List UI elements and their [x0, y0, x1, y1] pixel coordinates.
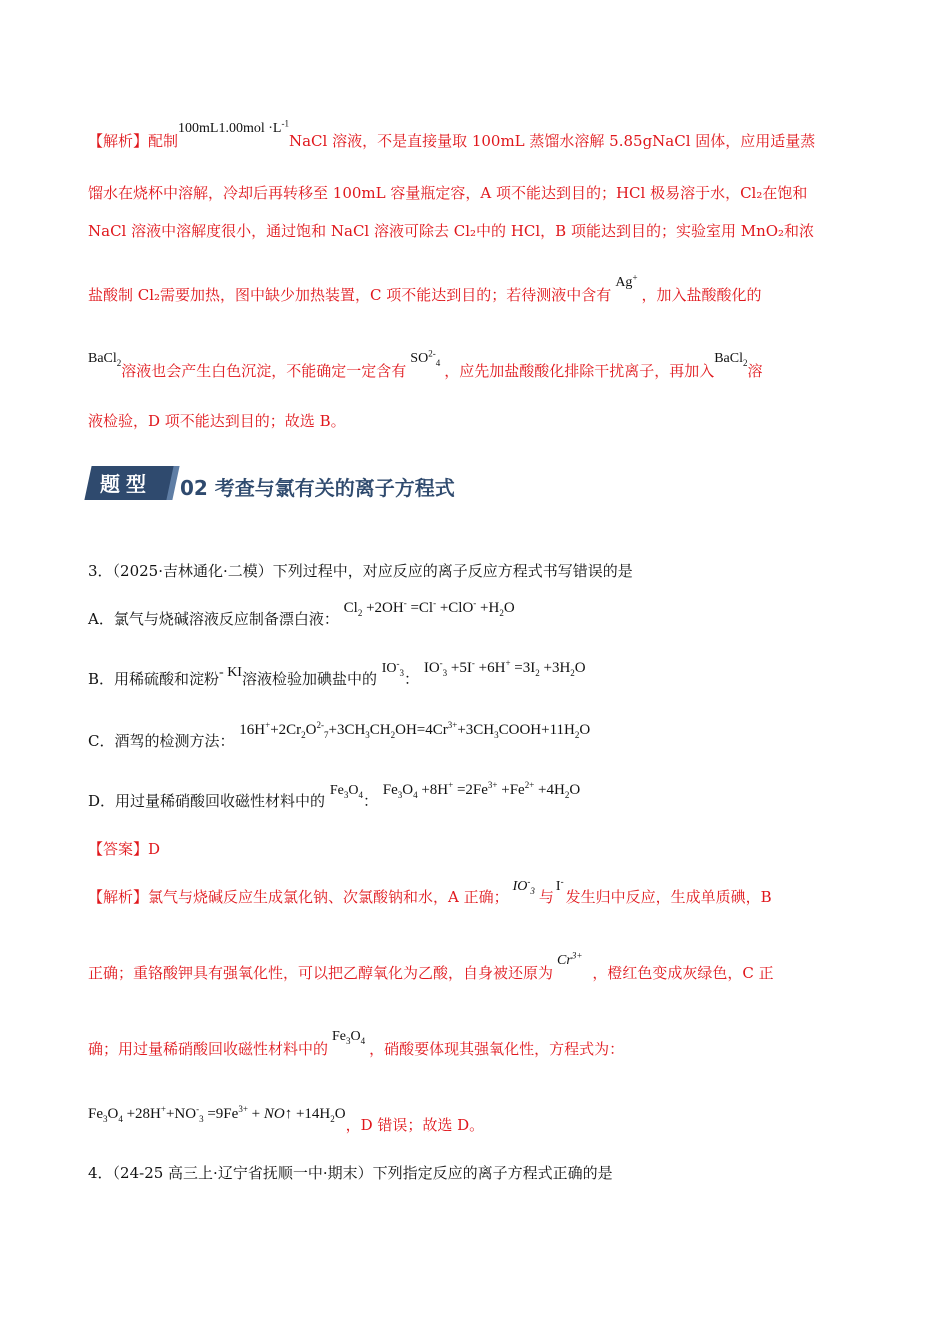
analysis1-line4: 盐酸制 Cl₂需要加热，图中缺少加热装置，C 项不能达到目的；若待测液中含有Ag+，加入盐酸酸化的: [88, 272, 762, 304]
analysis1-line2: 馏水在烧杯中溶解，冷却后再转移至 100mL 容量瓶定容，A 项不能达到目的；HCl 极易溶于水，Cl₂在饱和: [88, 184, 808, 202]
section-banner: [88, 462, 508, 502]
equation-b: $IO^-_3 +5I^- +6H^+ =3I_2 +3H_2O$: [423, 658, 586, 678]
answer-3: 【答案】D: [88, 840, 161, 858]
banner-badge-label: 题型: [100, 472, 152, 496]
analysis1-line1: 【解析】配制$100mL1.00mol \cdot L^{-1}NaCl$ 溶液，不是直接量取 100mL 蒸馏水溶解 5.85gNaCl 固体，应用适量蒸: [88, 118, 816, 150]
option-b: B．用稀硫酸和淀粉- KI溶液检验加碘盐中的 $IO^-_3$： $IO^-_3 +5I^- +6H^+ =3I_2 +3H_2O$: [88, 658, 586, 688]
option-a: A．氯气与烧碱溶液反应制备漂白液： $Cl_2 +2OH^- =Cl^- +ClO^- +H_2O$: [88, 598, 515, 628]
analysis1-line5: BaCl$_2$溶液也会产生白色沉淀，不能确定一定含有$SO^{2-}_4$ ，应先加盐酸酸化排除干扰离子，再加入BaCl$_2$溶: [88, 348, 763, 380]
equation-a: $Cl_2 +2OH^- =Cl^- +ClO^- +H_2O$: [343, 598, 515, 618]
analysis1-line3: NaCl 溶液中溶解度很小，通过饱和 NaCl 溶液可除去 Cl₂中的 HCl，B 项能达到目的；实验室用 MnO₂和浓: [88, 222, 815, 240]
analysis3-line3: 确；用过量稀硝酸回收磁性材料中的$Fe_3O_4$ ，硝酸要体现其强氧化性，方程式为：: [88, 1029, 625, 1058]
analysis3-line2: 正确；重铬酸钾具有强氧化性，可以把乙醇氧化为乙酸，自身被还原为$Cr^{3+}$，橙红色变成灰绿色，C 正: [88, 950, 774, 982]
equation-c: $16H^++2Cr_2O^{2-}_7+3CH_3CH_2OH=4Cr^{3+}+3CH_3COOH+11H_2O$: [239, 720, 591, 740]
question-4-stem: 4．（24-25 高三上·辽宁省抚顺一中·期末）下列指定反应的离子方程式正确的是: [88, 1164, 613, 1182]
option-c: C．酒驾的检测方法： $16H^++2Cr_2O^{2-}_7+3CH_3CH_2OH=4Cr^{3+}+3CH_3COOH+11H_2O$: [88, 720, 591, 750]
analysis3-line4: $Fe_3O_4 +28H^++NO^-_3 =9Fe^{3+}$ + NO↑ $+14H_2O$，D 错误；故选 D。: [88, 1104, 485, 1134]
analysis3-line1: 【解析】氯气与烧碱反应生成氯化钠、次氯酸钠和水，A 正确；$IO^-_3$ 与I-发生归中反应，生成单质碘，B: [88, 876, 772, 906]
analysis1-line6: 液检验，D 项不能达到目的；故选 B。: [88, 412, 346, 430]
equation-d: $Fe_3O_4 +8H^+ =2Fe^{3+} +Fe^{2+} +4H_2O$: [382, 780, 581, 800]
banner-title: 02 考查与氯有关的离子方程式: [180, 476, 455, 500]
equation-analysis-d: $Fe_3O_4 +28H^++NO^-_3 =9Fe^{3+}$ + NO↑ $+14H_2O$: [88, 1104, 346, 1124]
question-3-stem: 3．（2025·吉林通化·二模）下列过程中，对应反应的离子反应方程式书写错误的是: [88, 562, 633, 580]
option-d: D．用过量稀硝酸回收磁性材料中的 $Fe_3O_4$： $Fe_3O_4 +8H^+ =2Fe^{3+} +Fe^{2+} +4H_2O$: [88, 780, 581, 810]
